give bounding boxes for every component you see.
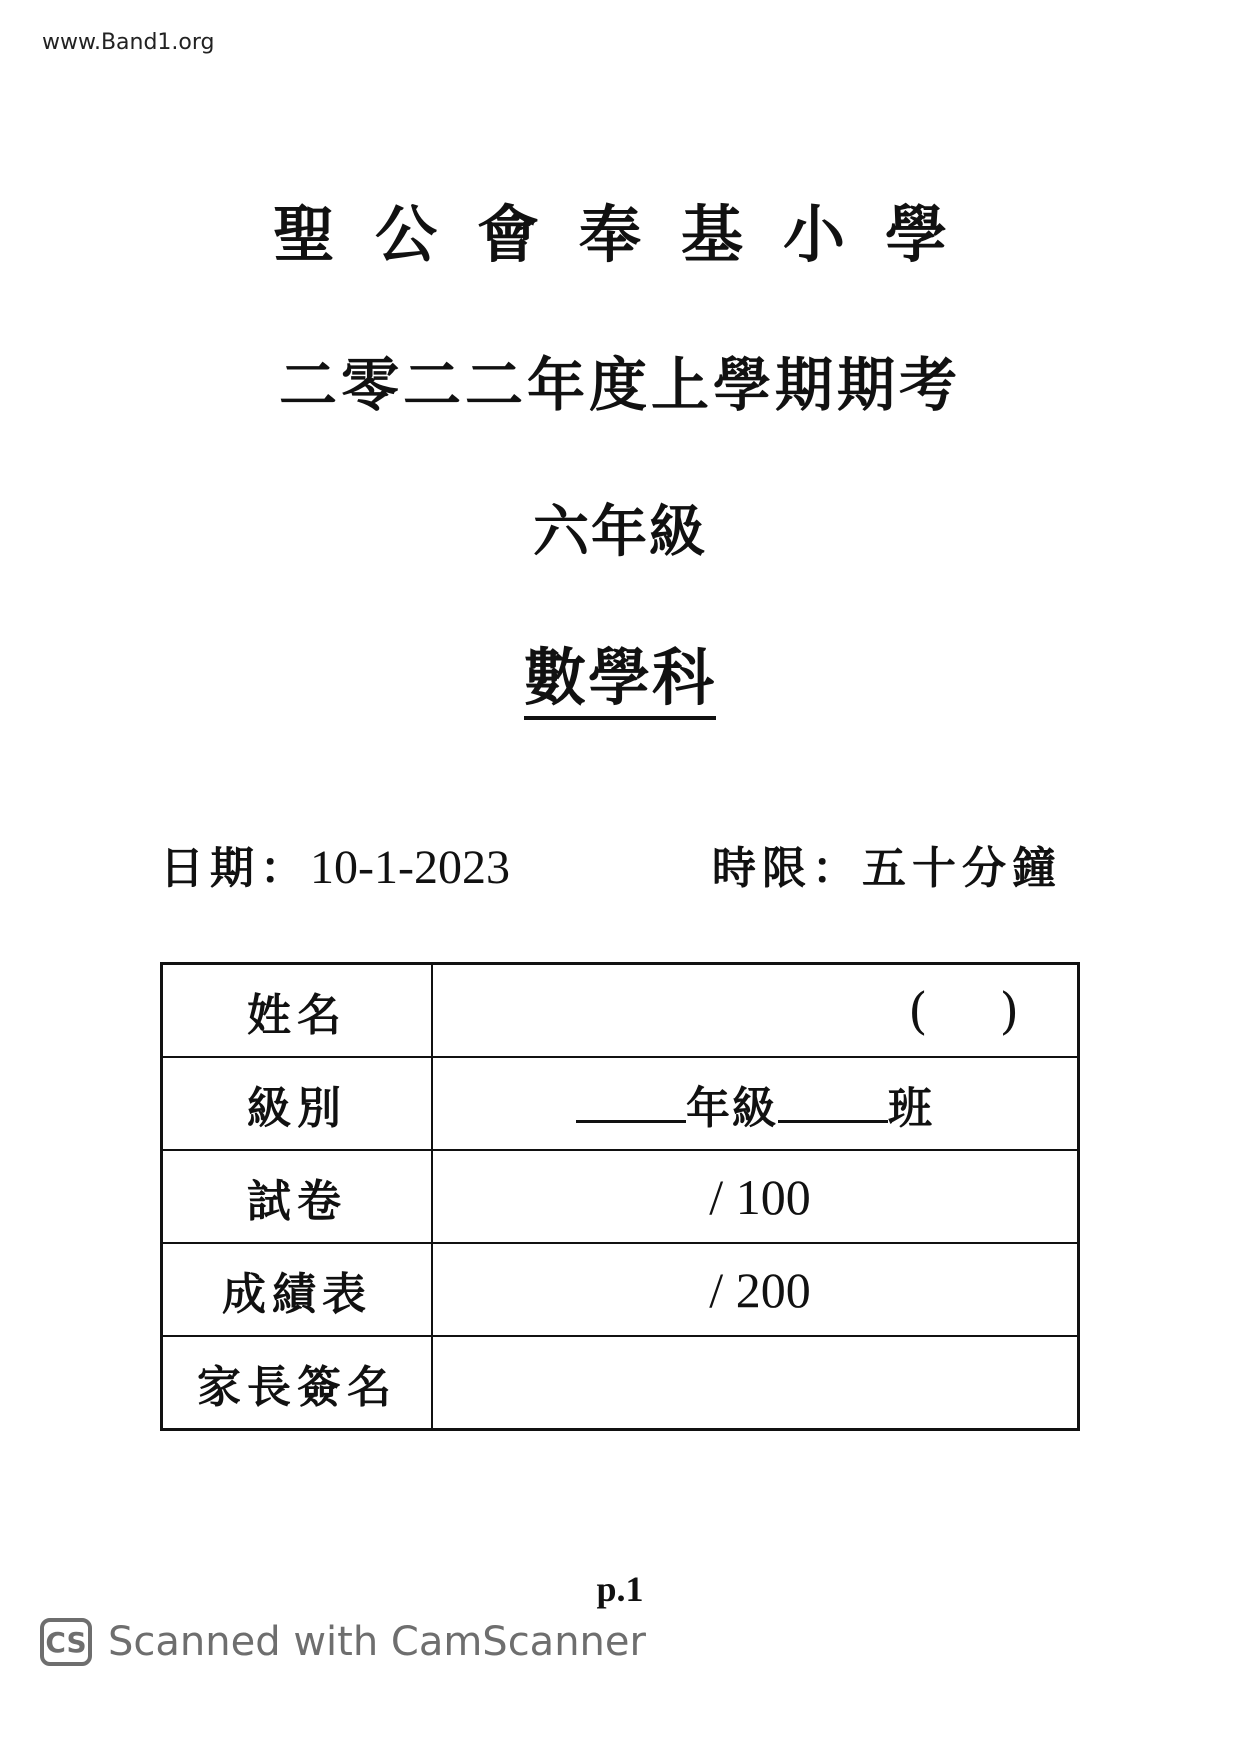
table-row-paper — [162, 1150, 1079, 1243]
class-blank[interactable] — [778, 1082, 888, 1123]
time-value: 五十分鐘 — [862, 843, 1062, 894]
signature-label: 家長簽名 — [162, 1336, 433, 1430]
time-label: 時限： — [712, 843, 862, 894]
class-label: 級別 — [162, 1057, 433, 1150]
name-field[interactable] — [432, 964, 1079, 1058]
subject-title — [0, 628, 1240, 717]
date-info — [160, 832, 510, 896]
paper-label: 試卷 — [162, 1150, 433, 1243]
table-row-class — [162, 1057, 1079, 1150]
paper-score-field[interactable] — [432, 1150, 1079, 1243]
report-score-field[interactable] — [432, 1243, 1079, 1336]
page-number: p.1 — [596, 1569, 644, 1609]
grade-blank[interactable] — [576, 1082, 686, 1123]
source-url: www.Band1.org — [42, 30, 215, 55]
table-row-name — [162, 964, 1079, 1058]
parent-signature-field[interactable] — [432, 1336, 1079, 1430]
name-label: 姓名 — [162, 964, 433, 1058]
school-name: 聖公會奉基小學 — [272, 198, 987, 271]
class-field[interactable] — [432, 1057, 1079, 1150]
report-label: 成績表 — [162, 1243, 433, 1336]
table-row-signature — [162, 1336, 1079, 1430]
class-suffix: 班 — [888, 1082, 934, 1134]
report-score-total: / 200 — [709, 1261, 811, 1318]
table-row-report — [162, 1243, 1079, 1336]
date-value: 10-1-2023 — [310, 841, 510, 894]
grade-title: 六年級 — [533, 499, 707, 565]
camscanner-text: Scanned with CamScanner — [108, 1619, 646, 1665]
class-number-bracket: ( ) — [908, 981, 1047, 1040]
subject-label: 數學科 — [524, 641, 716, 720]
grade-suffix: 年級 — [686, 1082, 778, 1134]
camscanner-watermark — [40, 1618, 646, 1666]
date-label: 日期： — [160, 843, 310, 894]
exam-title: 二零二二年度上學期期考 — [278, 351, 961, 419]
camscanner-logo-icon: CS — [40, 1618, 92, 1666]
time-info — [712, 832, 1062, 896]
paper-score-total: / 100 — [709, 1168, 811, 1225]
student-info-table — [160, 962, 1080, 1431]
